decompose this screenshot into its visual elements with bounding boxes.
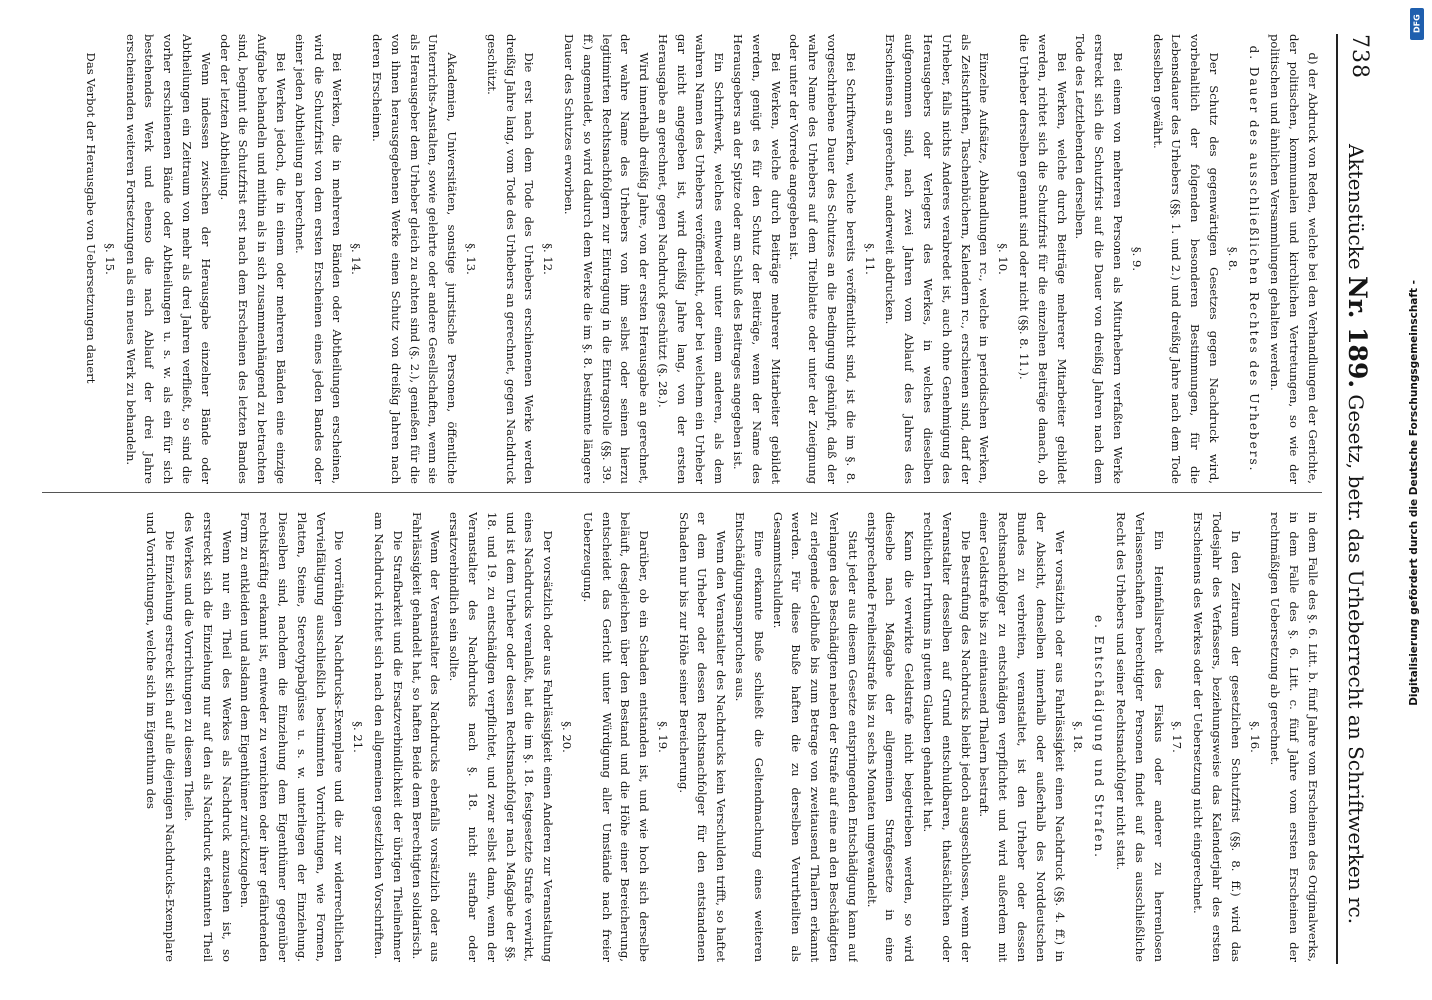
page-number: 738: [1347, 34, 1372, 79]
section-number: §. 14.: [349, 243, 364, 275]
section-number: §. 16.: [1247, 721, 1262, 753]
chapter-heading: d. Dauer des ausschließlichen Rechtes des Urhebers.: [1246, 45, 1261, 473]
paragraph: Bei Werken, die in mehreren Bänden oder Abtheilungen erscheinen, wird die Schutzfrist von dem ersten Erscheinen eines jeden Bandes oder einer jeden Abtheilung an berechnet.: [292, 34, 345, 484]
paragraph: Bei Werken jedoch, die in einem oder mehreren Bänden eine einzige Aufgabe behandeln und mithin als in sich zusammenhängend zu betrachten sind, beginnt die Schutzfrist erst nach dem Erscheinen des letzten Bandes oder der letzten Abtheilung.: [217, 34, 288, 484]
digitization-credit: [1404, 280, 1428, 980]
paragraph: Darüber, ob ein Schaden entstanden ist, und wie hoch sich derselbe beläuft, desgleichen über den Bestand und die Höhe einer Bereicherung, entscheidet das Gericht unter Würdigung aller Umstände nach freier Ueberzeugung.: [580, 512, 652, 962]
section-number: §. 18.: [1071, 721, 1086, 753]
section-number: §. 21.: [351, 721, 366, 753]
title-number: Nr. 189.: [1343, 276, 1372, 389]
section-number: §. 17.: [1170, 721, 1185, 753]
section-number: §. 12.: [541, 243, 556, 275]
paragraph: Ein Schriftwerk, welches entweder unter einem anderen, als dem wahren Namen des Urhebers veröffentlicht, oder bei welchem ein Urheber gar nicht angegeben ist, wird dreißig Jahre lang, von der ersten Herausgabe an gerechnet, gegen Nachdruck geschützt (§. 28.).: [655, 34, 727, 484]
paragraph: Der Schutz des gegenwärtigen Gesetzes gegen Nachdruck wird, vorbehaltlich der folgenden besonderen Bestimmungen, für die Lebensdauer des Urhebers (§§. 1. und 2.) und dreißig Jahre nach dem Tode desselben gewährt.: [1150, 34, 1222, 484]
paragraph: d) der Abdruck von Reden, welche bei den Verhandlungen der Gerichte, der politischen, kommunalen und kirchlichen Vertretungen, so wie der politischen und ähnlichen Versammlungen gehalten werden.: [1268, 34, 1320, 484]
paragraph: Die vorräthigen Nachdrucks-Exemplare und die zur widerrechtlichen Vervielfältigung ausschließlich bestimmten Vorrichtungen, wie Formen, Platten, Steine, Stereotypabgüsse u. s. w. unterliegen der Einziehung. Dieselben sind, nachdem die Einziehung dem Eigenthümer gegenüber rechtskräftig erkannt ist, entweder zu vernichten oder ihrer gefährdenden Form zu entkleiden und alsdann dem Eigenthümer zurückzugeben.: [238, 512, 347, 962]
paragraph: Bei Werken, welche durch Beiträge mehrerer Mitarbeiter gebildet werden, genügt es für den Schutz der Beiträge, wenn der Name des Herausgebers an der Spitze oder am Schluß des Beitrages angegeben ist.: [731, 34, 783, 484]
running-title: [1343, 144, 1372, 924]
text-column-left: [32, 34, 1322, 484]
section-number: §. 15.: [102, 243, 117, 275]
paragraph: Eine erkannte Buße schließt die Geltendmachung eines weiteren Entschädigungsanspruches aus.: [733, 512, 766, 962]
paragraph: Wenn den Veranstalter des Nachdrucks kein Verschulden trifft, so haftet er dem Urheber oder dessen Rechtsnachfolger für den entstandenen Schaden nur bis zur Höhe seiner Bereicherung.: [676, 512, 729, 962]
section-number: §. 13.: [463, 243, 478, 275]
paragraph: Die Strafbarkeit und die Ersatzverbindlichkeit der übrigen Theilnehmer am Nachdruck richtet sich nach den allgemeinen gesetzlichen Vorschriften.: [371, 512, 405, 962]
paragraph: Ein Heimfallsrecht des Fiskus oder anderer zu herrenlosen Verlassenschaften berechtigter Personen findet auf das ausschließliche Recht des Urhebers und seiner Rechtsnachfolger nicht statt.: [1114, 512, 1166, 962]
section-number: §. 20.: [559, 721, 574, 753]
paragraph: Kann die verwirkte Geldstrafe nicht beigetrieben werden, so wird dieselbe nach Maßgabe der allgemeinen Strafgesetze in eine entsprechende Freiheitsstrafe bis zu sechs Monaten umgewandelt.: [864, 512, 917, 962]
section-number: §. 9.: [1129, 246, 1144, 272]
paragraph: Statt jeder aus diesem Gesetze entspringenden Entschädigung kann auf Verlangen des Beschädigten neben der Strafe auf eine an den Beschädigten zu erlegende Geldbuße bis zum Betrage von zweitausend Thalern erkannt werden. Für diese Buße haften die zu derselben Verurtheilten als Gesammtschuldner.: [770, 512, 860, 962]
paragraph: Wenn indessen zwischen der Herausgabe einzelner Bände oder Abtheilungen ein Zeitraum von mehr als drei Jahren verfließt, so sind die vorher erschienenen Bände oder Abtheilungen u. s. w. als ein für sich bestehendes Werk und ebenso die nach Ablauf der drei Jahre erscheinenden weiteren Fortsetzungen als ein neues Werk zu behandeln.: [123, 34, 213, 484]
column-divider: [42, 492, 1322, 493]
title-rest: Gesetz, betr. das Urheberrecht an Schriftwerken rc.: [1344, 394, 1368, 925]
paragraph: Das Verbot der Herausgabe von Uebersetzungen dauert: [84, 52, 98, 384]
paragraph: Der vorsätzlich oder aus Fahrlässigkeit einen Anderen zur Veranstaltung eines Nachdrucks veranlaßt, hat die im §. 18. festgesetzte Strafe verwirkt, und ist dem Urheber oder dessen Rechtsnachfolger nach Maßgabe der §§. 18. und 19. zu entschädigen verpflichtet, und zwar selbst dann, wenn der Veranstalter des Nachdrucks nach §. 18. nicht strafbar oder ersatzverbindlich sein sollte.: [447, 512, 556, 962]
paragraph: Wenn nur ein Theil des Werkes als Nachdruck anzusehen ist, so erstreckt sich die Einziehung nur auf den als Nachdruck erkannten Theil des Werkes und die Vorrichtungen zu diesem Theile.: [181, 512, 234, 962]
chapter-heading: e. Entschädigung und Strafen.: [1092, 615, 1107, 859]
section-number: §. 8.: [1225, 246, 1240, 272]
paragraph: Die Einziehung erstreckt sich auf alle diejenigen Nachdrucks-Exemplare und Vorrichtungen, welche sich im Eigenthum des: [144, 512, 178, 962]
title-prefix: Aktenstücke: [1344, 144, 1368, 270]
section-number: §. 19.: [655, 721, 670, 753]
paragraph: Die erst nach dem Tode des Urhebers erschienenen Werke werden dreißig Jahre lang, vom Tode des Urhebers an gerechnet, gegen Nachdruck geschützt.: [484, 34, 537, 484]
paragraph: Akademien, Universitäten, sonstige juristische Personen, öffentliche Unterrichts-Anstalten, sowie gelehrte oder andere Gesellschaften, wenn sie als Herausgeber dem Urheber gleich zu achten sind (§. 2.), genießen für die von ihnen herausgegebenen Werke einen Schutz von dreißig Jahren nach deren Erscheinen.: [369, 34, 460, 484]
paragraph: Bei Werken, welche durch Beiträge mehrerer Mitarbeiter gebildet werden, richtet sich die Schutzfrist für die einzelnen Beiträge danach, ob die Urheber derselben genannt sind oder nicht (§§. 8. 11.).: [1017, 34, 1069, 484]
text-column-right: [32, 512, 1322, 962]
section-number: §. 10.: [996, 243, 1011, 275]
paragraph: Bei einem von mehreren Personen als Miturhebern verfaßten Werke erstreckt sich die Schutzfrist auf die Dauer von dreißig Jahren nach dem Tode des Letztlebenden derselben.: [1073, 34, 1126, 484]
credit-text: Digitalisierung gefördert durch die Deutsche Forschungsgemeinschaft -: [1408, 280, 1420, 706]
paragraph: Wenn der Veranstalter des Nachdrucks ebenfalls vorsätzlich oder aus Fahrlässigkeit gehandelt hat, so haften Beide dem Berechtigten solidarisch.: [409, 512, 443, 962]
paragraph: in dem Falle des §. 6. Litt. b. fünf Jahre vom Erscheinen des Originalwerks, in dem Falle des §. 6. Litt. c. fünf Jahre vom ersten Erscheinen der rechtmäßigen Uebersetzung ab gerechnet.: [1268, 512, 1320, 962]
section-number: §. 11.: [862, 243, 877, 275]
paragraph: Bei Schriftwerken, welche bereits veröffentlicht sind, ist die im §. 8. vorgeschriebene Dauer des Schutzes an die Bedingung geknüpft, daß der wahre Name des Urhebers auf dem Titelblatte oder unter der Zueignung oder unter der Vorrede angegeben ist.: [787, 34, 858, 484]
paragraph: Wer vorsätzlich oder aus Fahrlässigkeit einen Nachdruck (§§. 4. ff.) in der Absicht, denselben innerhalb oder außerhalb des Norddeutschen Bundes zu verbreiten, veranstaltet, ist den Urheber oder dessen Rechtsnachfolger zu entschädigen verpflichtet und wird außerdem mit einer Geldstrafe bis zu eintausend Thalern bestraft.: [977, 512, 1067, 962]
paragraph: In den Zeitraum der gesetzlichen Schutzfrist (§§. 8. ff.) wird das Todesjahr des Verfassers, beziehungsweise das Kalenderjahr des ersten Erscheinens des Werkes oder der Uebersetzung nicht eingerechnet.: [1191, 512, 1243, 962]
paragraph: Die Bestrafung des Nachdrucks bleibt jedoch ausgeschlossen, wenn der Veranstalter desselben auf Grund entschuldbaren, thatsächlichen oder rechtlichen Irrthums in gutem Glauben gehandelt hat.: [921, 512, 973, 962]
paragraph: Wird innerhalb dreißig Jahre, von der ersten Herausgabe an gerechnet, der wahre Name des Urhebers von ihm selbst oder seinen hierzu legitimirten Rechtsnachfolgern zur Eintragung in die Eintragsrolle (§§. 39. ff.) angemeldet, so wird dadurch dem Werke die im §. 8. bestimmte längere Dauer des Schutzes erworben.: [561, 34, 652, 484]
dfg-logo-badge: DFG: [1410, 8, 1424, 40]
paragraph: Einzelne Aufsätze, Abhandlungen rc., welche in periodischen Werken, als Zeitschriften, Taschenbüchern, Kalendern rc., erschienen sind, darf der Urheber, falls nichts Anderes verabredet ist, auch ohne Genehmigung des Herausgebers oder Verlegers des Werkes, in welches dieselben aufgenommen sind, nach zwei Jahren vom Ablauf des Jahres des Erscheinens an gerechnet, anderweit abdrucken.: [883, 34, 992, 484]
running-head: [1336, 34, 1378, 964]
